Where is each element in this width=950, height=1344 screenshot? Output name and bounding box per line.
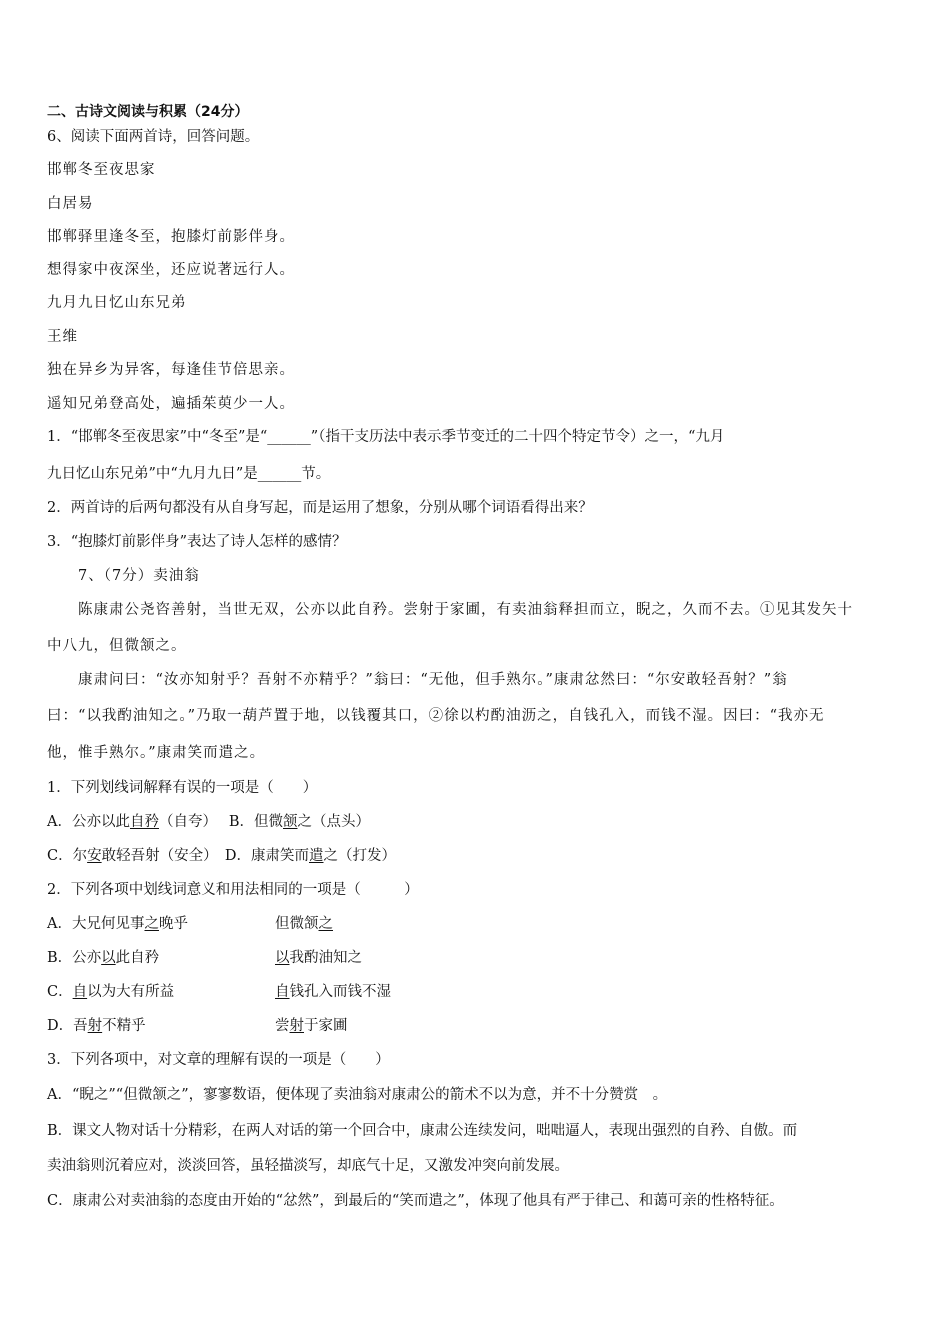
- passage-para-2-line-3: 他，惟手熟尔。”康肃笑而遣之。: [47, 745, 266, 761]
- option-text: 此自矜: [115, 950, 160, 966]
- underlined-word: 自: [72, 984, 88, 1000]
- q7-s2-option-c-left: [47, 982, 174, 1002]
- underlined-word: 遣: [309, 848, 324, 864]
- option-text: B．公亦: [47, 950, 102, 966]
- option-text: D．吾: [47, 1018, 88, 1034]
- q7-s1-options-cd: [47, 846, 396, 866]
- poem-1-author: 白居易: [47, 196, 94, 212]
- q7-s2-option-b-right: [275, 948, 362, 968]
- q7-s3-option-c: C．康肃公对卖油翁的态度由开始的“忿然”，到最后的“笑而遣之”，体现了他具有严于律己、和蔼可亲的性格特征。: [47, 1193, 784, 1209]
- option-text: A．大兄何见事: [47, 916, 145, 932]
- option-text: 于家圃: [304, 1018, 348, 1034]
- question-7-heading: 7、（7分）卖油翁: [78, 568, 200, 584]
- underlined-word: 安: [87, 848, 102, 864]
- poem-2-author: 王维: [47, 329, 78, 345]
- underlined-word: 以: [101, 950, 116, 966]
- option-text: 尝: [275, 1018, 290, 1034]
- q7-s3-option-b-line-2: 卖油翁则沉着应对，淡淡回答，虽轻描淡写，却底气十足，又激发冲突向前发展。: [47, 1158, 569, 1174]
- option-a-text: A．公亦以此: [47, 814, 130, 830]
- underlined-word: 之: [318, 916, 333, 932]
- underlined-word: 射: [289, 1018, 304, 1034]
- question-6-prompt: 6、阅读下面两首诗，回答问题。: [47, 129, 260, 145]
- q7-s2-option-b-left: [47, 948, 159, 968]
- passage-para-1-line-2: 中八九，但微颔之。: [47, 638, 187, 654]
- passage-para-1-line-1: 陈康肃公尧咨善射，当世无双，公亦以此自矜。尝射于家圃，有卖油翁释担而立，睨之，久而不去。①见其发矢十: [78, 602, 853, 618]
- q6-sub3: 3．“抱膝灯前影伴身”表达了诗人怎样的感情？: [47, 534, 347, 550]
- poem-1-line-1: 邯郸驿里逢冬至，抱膝灯前影伴身。: [47, 229, 295, 245]
- q7-s2-stem: 2．下列各项中划线词意义和用法相同的一项是（ ）: [47, 882, 419, 898]
- q6-sub1-line-2: 九日忆山东兄弟”中“九月九日”是______节。: [47, 466, 331, 482]
- option-b-gloss: 之（点头）: [297, 814, 370, 830]
- q6-sub2: 2．两首诗的后两句都没有从自身写起，而是运用了想象，分别从哪个词语看得出来？: [47, 500, 593, 516]
- q7-s2-option-d-right: [275, 1016, 348, 1036]
- q7-s2-option-d-left: [47, 1016, 146, 1036]
- option-c-gloss: 敢轻吾射（安全）: [101, 848, 211, 864]
- option-text: C．: [47, 984, 73, 1000]
- poem-2-title: 九月九日忆山东兄弟: [47, 295, 187, 311]
- option-a-gloss: （自夸）: [158, 814, 210, 830]
- q7-s1-stem: 1．下列划线词解释有误的一项是（ ）: [47, 780, 318, 796]
- passage-para-2-line-2: 曰：“以我酌油知之。”乃取一葫芦置于地，以钱覆其口，②徐以杓酌油沥之，自钱孔入，而钱不湿。因曰：“我亦无: [47, 708, 825, 724]
- option-text: 以为大有所益: [87, 984, 175, 1000]
- option-text: 但微颔: [275, 916, 319, 932]
- option-text: 不精乎: [102, 1018, 146, 1034]
- underlined-word: 自矜: [129, 814, 159, 830]
- option-d-gloss: 之（打发）: [323, 848, 396, 864]
- option-d-text: D．康肃笑而: [224, 848, 309, 864]
- poem-1-title: 邯郸冬至夜思家: [47, 162, 156, 178]
- poem-1-line-2: 想得家中夜深坐，还应说著远行人。: [47, 262, 295, 278]
- underlined-word: 颔: [283, 814, 298, 830]
- poem-2-line-1: 独在异乡为异客，每逢佳节倍思亲。: [47, 362, 295, 378]
- q6-sub1-line-1: 1．“邯郸冬至夜思家”中“冬至”是“______”（指干支历法中表示季节变迁的二十四个特定节令）之一，“九月: [47, 429, 725, 445]
- option-text: 晚乎: [158, 916, 188, 932]
- underlined-word: 射: [87, 1018, 103, 1034]
- option-c-text: C．尔: [47, 848, 88, 864]
- q7-s1-options-ab: [47, 812, 370, 832]
- q7-s2-option-a-left: [47, 914, 188, 934]
- section-title: 二、古诗文阅读与积累（24分）: [47, 104, 249, 120]
- q7-s2-option-c-right: [275, 982, 391, 1002]
- option-b-text: B．但微: [228, 814, 283, 830]
- passage-para-2-line-1: 康肃问曰：“汝亦知射乎？吾射不亦精乎？”翁曰：“无他，但手熟尔。”康肃忿然曰：“尔安敢轻吾射？”翁: [78, 672, 788, 688]
- underlined-word: 自: [275, 984, 290, 1000]
- q7-s3-option-b-line-1: B．课文人物对话十分精彩，在两人对话的第一个回合中，康肃公连续发问，咄咄逼人，表现出强烈的自矜、自傲。而: [47, 1123, 798, 1139]
- underlined-word: 之: [144, 916, 159, 932]
- q7-s3-option-a: A．“睨之”“但微颔之”，寥寥数语，便体现了卖油翁对康肃公的箭术不以为意，并不十分赞赏 。: [47, 1087, 668, 1103]
- q7-s3-stem: 3．下列各项中，对文章的理解有误的一项是（ ）: [47, 1052, 390, 1068]
- option-text: 我酌油知之: [289, 950, 362, 966]
- underlined-word: 以: [275, 950, 290, 966]
- poem-2-line-2: 遥知兄弟登高处，遍插茱萸少一人。: [47, 396, 295, 412]
- option-text: 钱孔入而钱不湿: [289, 984, 391, 1000]
- q7-s2-option-a-right: [275, 914, 333, 934]
